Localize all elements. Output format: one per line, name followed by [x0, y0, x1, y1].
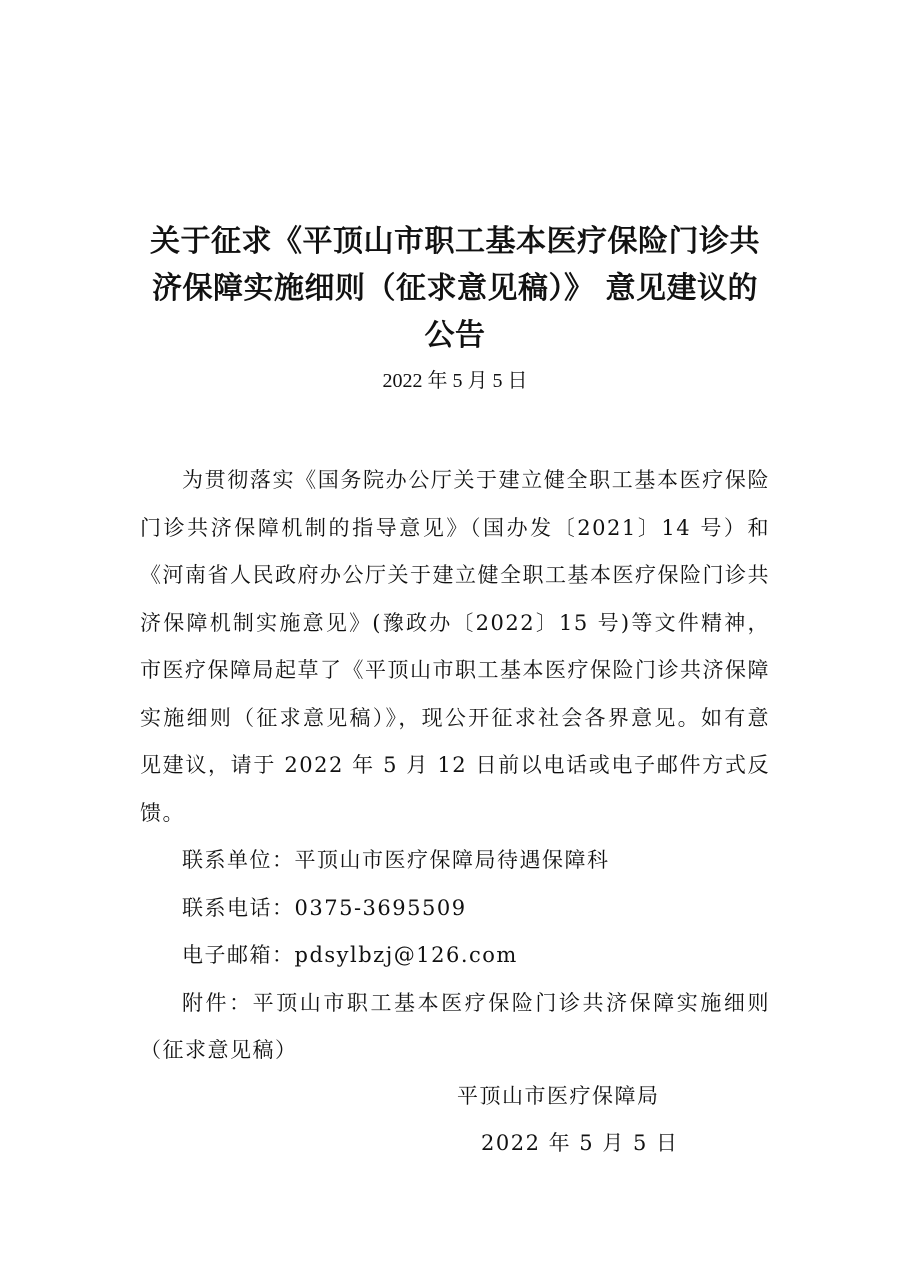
contact-email: 电子邮箱：pdsylbzj@126.com: [182, 943, 518, 967]
signature-organization: 平顶山市医疗保障局: [457, 1084, 660, 1108]
signature-date: 2022 年 5 月 5 日: [481, 1131, 679, 1155]
body-paragraph: 为贯彻落实《国务院办公厅关于建立健全职工基本医疗保险门诊共济保障机制的指导意见》（国办发〔2021〕14 号）和《河南省人民政府办公厅关于建立健全职工基本医疗保险门诊共济保障机制实施意见》(豫政办〔2022〕15 号)等文件精神，市医疗保障局起草了《平顶山市职工基本医疗保险门诊共济保障实施细则（征求意见稿）》，现公开征求社会各界意见。如有意见建议，请于 2022 年 5 月 12 日前以电话或电子邮件方式反馈。: [140, 468, 770, 825]
attachment-line: 附件：平顶山市职工基本医疗保险门诊共济保障实施细则（征求意见稿）: [140, 990, 770, 1062]
contact-unit: 联系单位：平顶山市医疗保障局待遇保障科: [182, 848, 610, 872]
publish-date: 2022 年 5 月 5 日: [382, 370, 528, 392]
document-title: 关于征求《平顶山市职工基本医疗保险门诊共济保障实施细则（征求意见稿）》 意见建议的公告: [150, 224, 760, 353]
contact-phone: 联系电话：0375-3695509: [182, 895, 467, 920]
document-body: [140, 457, 770, 1075]
